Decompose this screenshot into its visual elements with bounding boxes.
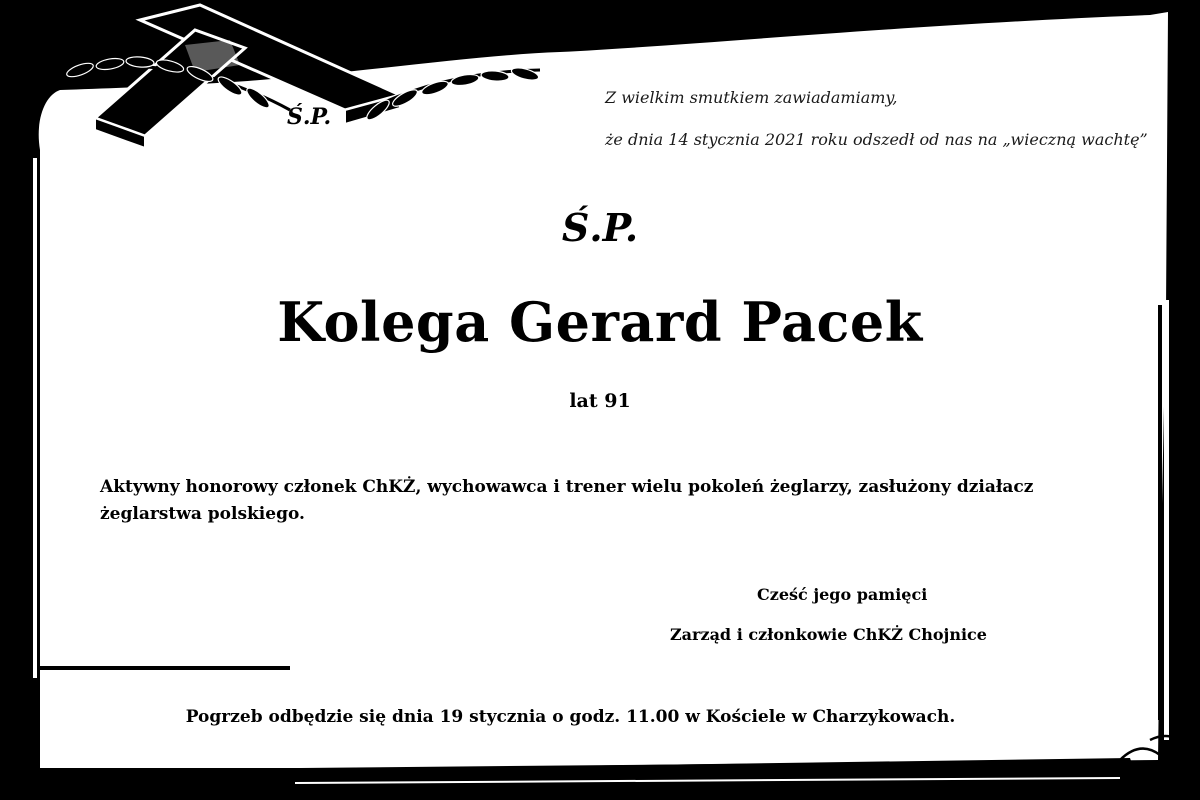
memory-signature: Zarząd i członkowie ChKŻ Chojnice: [670, 625, 987, 644]
intro-line-2: że dnia 14 stycznia 2021 roku odszedł od nas na „wieczną wachtę”: [605, 130, 1148, 149]
description-paragraph: Aktywny honorowy członek ChKŻ, wychowawca i trener wielu pokoleń żeglarzy, zasłużony działacz żeglarstwa polskiego.: [100, 477, 1034, 524]
sp-heading: Ś.P.: [561, 205, 639, 250]
intro-line-1: Z wielkim smutkiem zawiadamiamy,: [605, 88, 898, 107]
funeral-info: Pogrzeb odbędzie się dnia 19 stycznia o godz. 11.00 w Kościele w Charzykowach.: [185, 707, 956, 727]
right-frame-bar: [1170, 300, 1186, 740]
deceased-name: Kolega Gerard Pacek: [277, 290, 923, 354]
ribbon-label: Ś.P.: [287, 104, 332, 130]
memory-line-1: Cześć jego pamięci: [757, 585, 928, 604]
right-frame-gap: [1164, 300, 1169, 740]
deceased-age: lat 91: [569, 390, 631, 412]
